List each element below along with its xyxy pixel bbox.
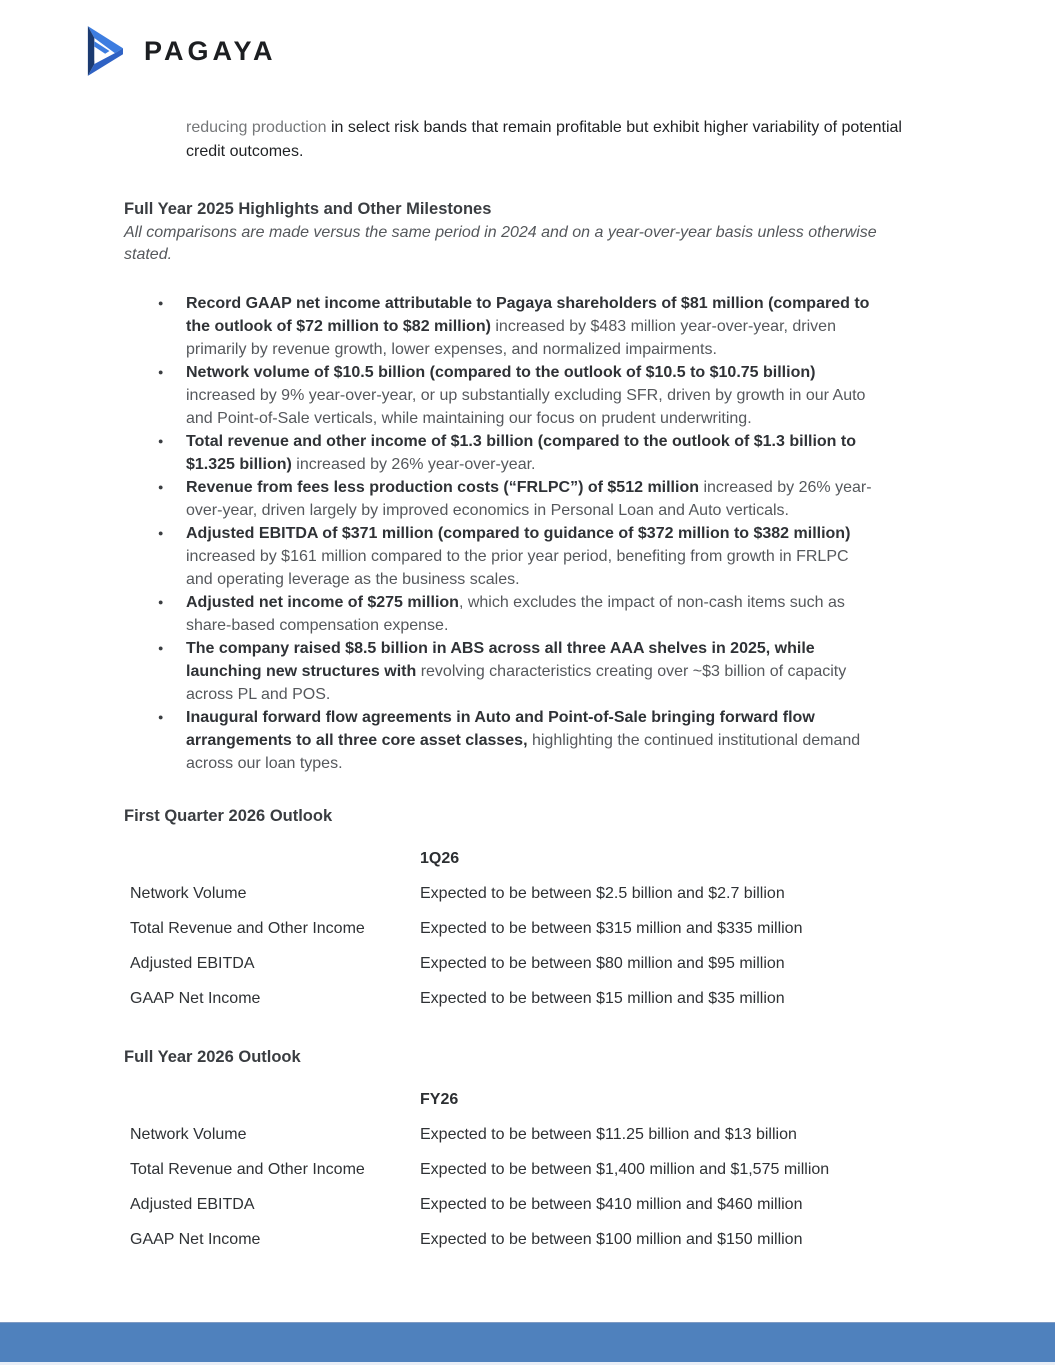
highlight-detail: , which excludes the impact of non-cash items such as share-based compensation expense. [186, 594, 845, 634]
table-row-value: Expected to be between $80 million and $95 million [420, 954, 785, 972]
highlight-bold-lead: Total revenue and other income of $1.3 billion (compared to the outlook of $1.3 billion to $1.325 billion) [186, 433, 856, 473]
highlight-bold-lead: Inaugural forward flow agreements in Auto and Point-of-Sale bringing forward flow arrangements to all three core asset classes, [186, 709, 815, 749]
intro-rest-text: in select risk bands that remain profitable but exhibit higher variability of potential credit outcomes. [186, 119, 902, 160]
highlight-item [124, 591, 876, 637]
highlight-detail: increased by 26% year-over-year. [291, 456, 536, 473]
table-row-value: Expected to be between $410 million and $460 million [420, 1195, 803, 1213]
table-row-value: Expected to be between $11.25 billion and $13 billion [420, 1125, 797, 1143]
highlights-section-title: Full Year 2025 Highlights and Other Milestones [124, 200, 492, 218]
highlight-detail: highlighting the continued institutional demand across our loan types. [186, 732, 861, 772]
fy-outlook-table [130, 1082, 944, 1257]
highlight-item [124, 522, 876, 591]
table-row-value: Expected to be between $1,400 million and $1,575 million [420, 1160, 830, 1178]
q1-outlook-table [130, 841, 944, 1016]
highlight-bold-lead: Network volume of $10.5 billion (compared to the outlook of $10.5 to $10.75 billion) [186, 364, 816, 381]
document-body [124, 116, 944, 1257]
q1-column-header: 1Q26 [420, 849, 460, 867]
highlight-item [124, 476, 876, 522]
table-row-label: GAAP Net Income [130, 1230, 261, 1248]
highlight-item [124, 292, 876, 361]
table-row-value: Expected to be between $2.5 billion and $2.7 billion [420, 884, 785, 902]
highlight-detail: increased by 26% year-over-year, driven largely by improved economics in Personal Loan and Auto verticals. [186, 479, 872, 519]
table-row-label: Total Revenue and Other Income [130, 1160, 365, 1178]
fy-outlook-title: Full Year 2026 Outlook [124, 1048, 301, 1066]
brand-wordmark: PAGAYA [144, 35, 277, 66]
table-row-label: GAAP Net Income [130, 989, 261, 1007]
pagaya-logo [76, 22, 277, 80]
table-row-value: Expected to be between $100 million and $150 million [420, 1230, 803, 1248]
intro-paragraph [186, 116, 926, 164]
table-row-label: Network Volume [130, 884, 247, 902]
pagaya-triangle-logo-icon [76, 22, 130, 80]
highlight-detail: increased by 9% year-over-year, or up substantially excluding SFR, driven by growth in our Auto and Point-of-Sale verticals, while maintaining our focus on prudent underwriting. [186, 387, 866, 427]
intro-muted-phrase: reducing production [186, 119, 327, 136]
highlight-detail: increased by $483 million year-over-year, driven primarily by revenue growth, lower expenses, and normalized impairments. [186, 318, 836, 358]
highlight-bold-lead: Revenue from fees less production costs (“FRLPC”) of $512 million [186, 479, 699, 496]
table-corner-cell [130, 1082, 420, 1117]
highlight-bold-lead: Record GAAP net income attributable to Pagaya shareholders of $81 million (compared to the outlook of $72 million to $82 million) [186, 295, 870, 335]
highlight-bold-lead: The company raised $8.5 billion in ABS across all three AAA shelves in 2025, while launching new structures with [186, 640, 815, 680]
table-row-label: Network Volume [130, 1125, 247, 1143]
highlight-bold-lead: Adjusted EBITDA of $371 million (compared to guidance of $372 million to $382 million) [186, 525, 851, 542]
table-corner-cell [130, 841, 420, 876]
highlight-item [124, 637, 876, 706]
table-row-value: Expected to be between $15 million and $35 million [420, 989, 785, 1007]
table-row-label: Adjusted EBITDA [130, 954, 255, 972]
table-row-label: Total Revenue and Other Income [130, 919, 365, 937]
highlight-item [124, 361, 876, 430]
highlight-detail: increased by $161 million compared to the prior year period, benefiting from growth in FRLPC and operating leverage as the business scales. [186, 548, 849, 588]
highlights-list [124, 292, 876, 775]
q1-outlook-title: First Quarter 2026 Outlook [124, 807, 333, 825]
highlight-item [124, 430, 876, 476]
highlight-item [124, 706, 876, 775]
highlight-detail: revolving characteristics creating over ~$3 billion of capacity across PL and POS. [186, 663, 847, 703]
footer-blue-bar [0, 1322, 1055, 1362]
highlight-bold-lead: Adjusted net income of $275 million [186, 594, 459, 611]
fy-column-header: FY26 [420, 1090, 459, 1108]
highlights-subtitle: All comparisons are made versus the same period in 2024 and on a year-over-year basis unless otherwise stated. [124, 224, 877, 263]
table-row-value: Expected to be between $315 million and $335 million [420, 919, 803, 937]
table-row-label: Adjusted EBITDA [130, 1195, 255, 1213]
